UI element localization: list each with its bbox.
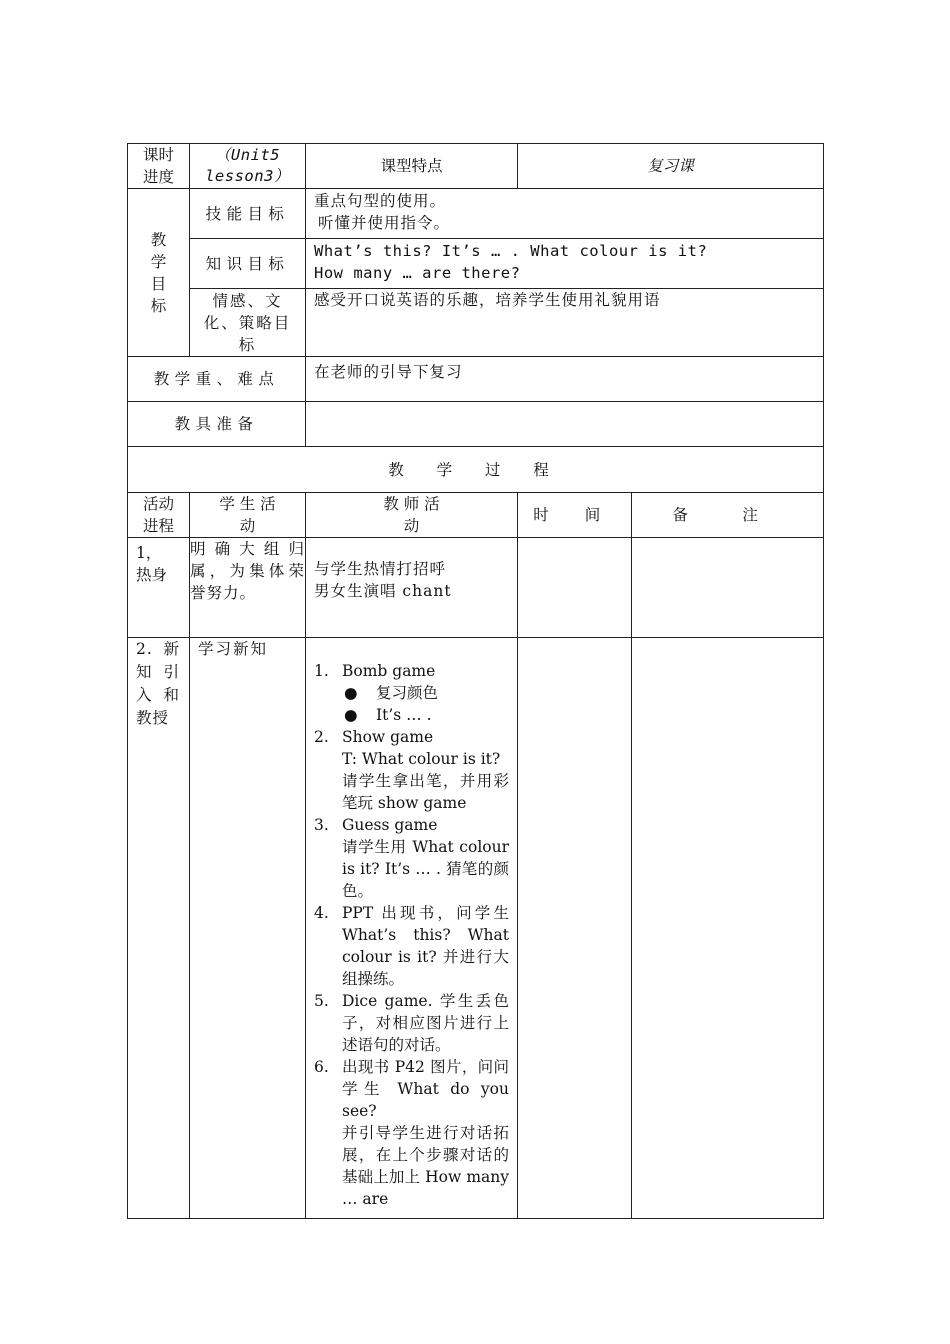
- time-warmup: [518, 538, 632, 638]
- note-warmup: [632, 538, 824, 638]
- student-new-knowledge: 学习新知: [190, 638, 306, 1219]
- emotion-goal-value: 感受开口说英语的乐趣，培养学生使用礼貌用语: [306, 289, 824, 357]
- col-stage-header: 活动进程: [128, 493, 190, 538]
- focus-label: 教学重、难点: [128, 357, 306, 402]
- process-title: 教 学 过 程: [128, 447, 824, 493]
- step-bomb-game: 1. Bomb game ● 复习颜色 ● It’s … .: [314, 660, 509, 726]
- progress-label: 课时进度: [128, 144, 190, 189]
- focus-value: 在老师的引导下复习: [306, 357, 824, 402]
- step-guess-game: 3. Guess game 请学生用 What colour is it? It’s … . 猜笔的颜色。: [314, 816, 509, 900]
- type-label: 课型特点: [306, 144, 518, 189]
- step-dice-game: 5. Dice game. 学生丢色子，对相应图片进行上述语句的对话。: [314, 992, 509, 1054]
- teacher-new-knowledge: [306, 638, 518, 1219]
- col-teacher-header: 教 师 活 动: [306, 493, 518, 538]
- tools-value: [306, 402, 824, 447]
- step-show-game: 2. Show game T: What colour is it? 请学生拿出笔，并用彩笔玩 show game: [314, 728, 509, 812]
- teacher-steps-list: [314, 660, 509, 1210]
- stage-new-knowledge: 2. 新知引入和教授: [128, 638, 190, 1219]
- emotion-goal-label: 情感、文化、策略目标: [190, 289, 306, 357]
- student-warmup: 明确大组归属，为集体荣誉努力。: [190, 538, 306, 638]
- knowledge-goal-label: 知识目标: [190, 239, 306, 289]
- bullet-its: ● It’s … .: [344, 706, 432, 724]
- step-book-picture: 6. 出现书 P42 图片，问问学生 What do you see? 并引导学生进行对话拓展，在上个步骤对话的基础上加上 How many … are: [314, 1058, 509, 1208]
- skill-goal-label: 技能目标: [190, 189, 306, 239]
- bullet-review-colors: ● 复习颜色: [344, 684, 439, 702]
- tools-label: 教具准备: [128, 402, 306, 447]
- teacher-warmup: 与学生热情打招呼 男女生演唱 chant: [306, 538, 518, 638]
- skill-goal-value: 重点句型的使用。 听懂并使用指令。: [306, 189, 824, 239]
- step-ppt-book: 4. PPT 出现书，问学生 What’s this? What colour is it? 并进行大组操练。: [314, 904, 509, 988]
- lesson-plan-table: [127, 143, 824, 1219]
- col-note-header: 备 注: [632, 493, 824, 538]
- goals-label: 教学目标: [128, 189, 190, 357]
- note-new-knowledge: [632, 638, 824, 1219]
- stage-warmup: 1，热身: [128, 538, 190, 638]
- time-new-knowledge: [518, 638, 632, 1219]
- progress-value: （Unit5 lesson3）: [190, 144, 306, 189]
- type-value: 复习课: [518, 144, 824, 189]
- col-student-header: 学 生 活 动: [190, 493, 306, 538]
- knowledge-goal-value: What’s this? It’s … . What colour is it? How many … are there?: [306, 239, 824, 289]
- col-time-header: 时 间: [518, 493, 632, 538]
